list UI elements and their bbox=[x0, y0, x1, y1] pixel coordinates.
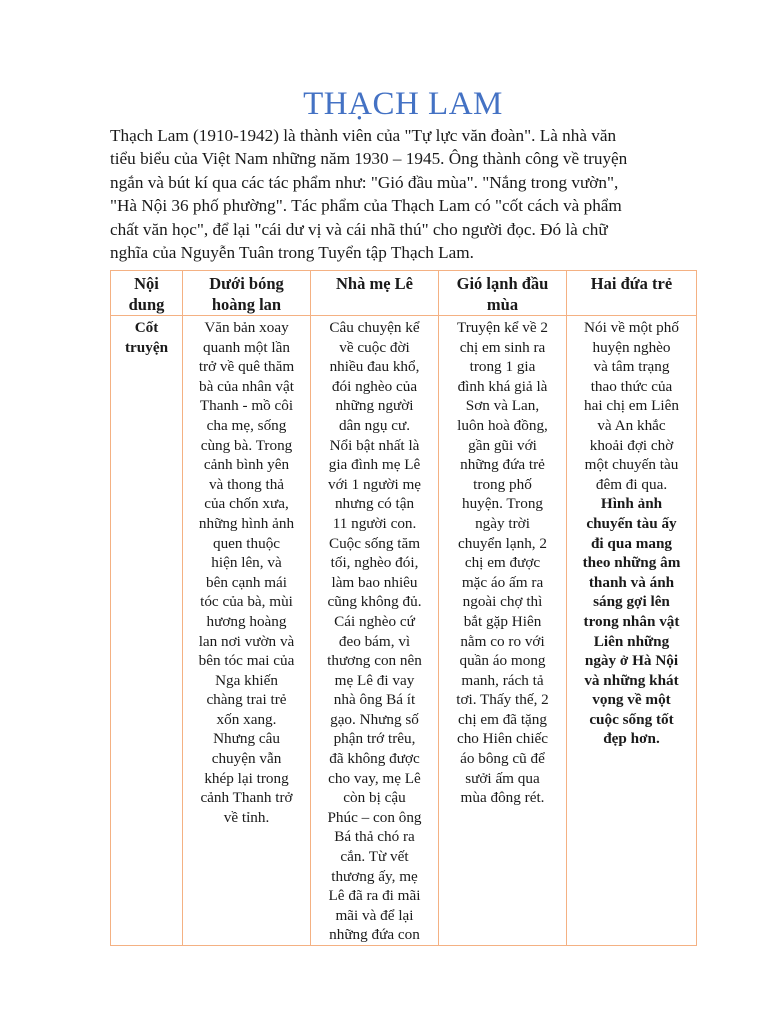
cell-gio-lanh-dau-mua: Truyện kể về 2 chị em sinh ra trong 1 gia đình khá giả là Sơn và Lan, luôn hoà đồng, gần gũi với những đứa trẻ trong phố huyện. Trong ngày trời chuyển lạnh, 2 chị em được mặc áo ấm ra ngoài chợ thì bắt gặp Hiên nằm co ro với quần áo mong manh, rách tả tơi. Thấy thế, 2 chị em đã tặng cho Hiên chiếc áo bông cũ để sưởi ấm qua mùa đông rét. bbox=[439, 316, 567, 946]
intro-line: nghĩa của Nguyễn Tuân trong Tuyển tập Thạch Lam. bbox=[110, 243, 474, 263]
cell-hai-dua-tre-summary: Nói về một phố huyện nghèo và tâm trạng thao thức của hai chị em Liên và An khắc khoải đợi chờ một chuyến tàu đêm đi qua. bbox=[584, 319, 679, 493]
table-header-row bbox=[111, 271, 697, 316]
cell-hai-dua-tre bbox=[567, 316, 697, 946]
works-table bbox=[110, 270, 697, 946]
header-nha-me-le: Nhà mẹ Lê bbox=[311, 271, 439, 316]
header-duoi-bong-hoang-lan: Dưới bóng hoàng lan bbox=[183, 271, 311, 316]
intro-line: ngắn và bút kí qua các tác phẩm như: "Gió đầu mùa". "Nắng trong vườn", bbox=[110, 172, 619, 192]
intro-line: tiểu biểu của Việt Nam những năm 1930 – 1945. Ông thành công về truyện bbox=[110, 149, 628, 169]
intro-line: Thạch Lam (1910-1942) là thành viên của "Tự lực văn đoàn". Là nhà văn bbox=[110, 126, 617, 145]
table-row bbox=[111, 316, 697, 946]
header-hai-dua-tre: Hai đứa trẻ bbox=[567, 271, 697, 316]
cell-hai-dua-tre-highlight: Hình ảnh chuyến tàu ấy đi qua mang theo những âm thanh và ánh sáng gợi lên trong nhân vật Liên những ngày ở Hà Nội và những khát vọng về một cuộc sống tốt đẹp hơn. bbox=[582, 495, 681, 748]
intro-line: "Hà Nội 36 phố phường". Tác phẩm của Thạch Lam có "cốt cách và phẩm bbox=[110, 196, 622, 216]
intro-paragraph bbox=[110, 124, 710, 264]
row-label-cot-truyen: Cốt truyện bbox=[111, 316, 183, 946]
header-gio-lanh-dau-mua: Gió lạnh đầu mùa bbox=[439, 271, 567, 316]
header-content: Nội dung bbox=[111, 271, 183, 316]
page-title: THẠCH LAM bbox=[303, 86, 503, 122]
cell-duoi-bong-hoang-lan: Văn bản xoay quanh một lần trở về quê thăm bà của nhân vật Thanh - mồ côi cha mẹ, sống cùng bà. Trong cảnh bình yên và thong thả của chốn xưa, những hình ảnh quen thuộc hiện lên, và bên cạnh mái tóc của bà, mùi hương hoàng lan nơi vườn và bên tóc mai của Nga khiến chàng trai trẻ xốn xang. Nhưng câu chuyện vẫn khép lại trong cảnh Thanh trở về tỉnh. bbox=[183, 316, 311, 946]
cell-nha-me-le: Câu chuyện kể về cuộc đời nhiều đau khổ, đói nghèo của những người dân ngụ cư. Nổi bật nhất là gia đình mẹ Lê với 1 người mẹ nhưng có tận 11 người con. Cuộc sống tăm tối, nghèo đói, làm bao nhiêu cũng không đủ. Cái nghèo cứ đeo bám, vì thương con nên mẹ Lê đi vay nhà ông Bá ít gạo. Nhưng số phận trớ trêu, đã không được cho vay, mẹ Lê còn bị cậu Phúc – con ông Bá thả chó ra cắn. Từ vết thương ấy, mẹ Lê đã ra đi mãi mãi và để lại những đứa con bbox=[311, 316, 439, 946]
intro-line: chất văn học", để lại "cái dư vị và cái nhã thú" cho người đọc. Đó là chữ bbox=[110, 219, 608, 239]
